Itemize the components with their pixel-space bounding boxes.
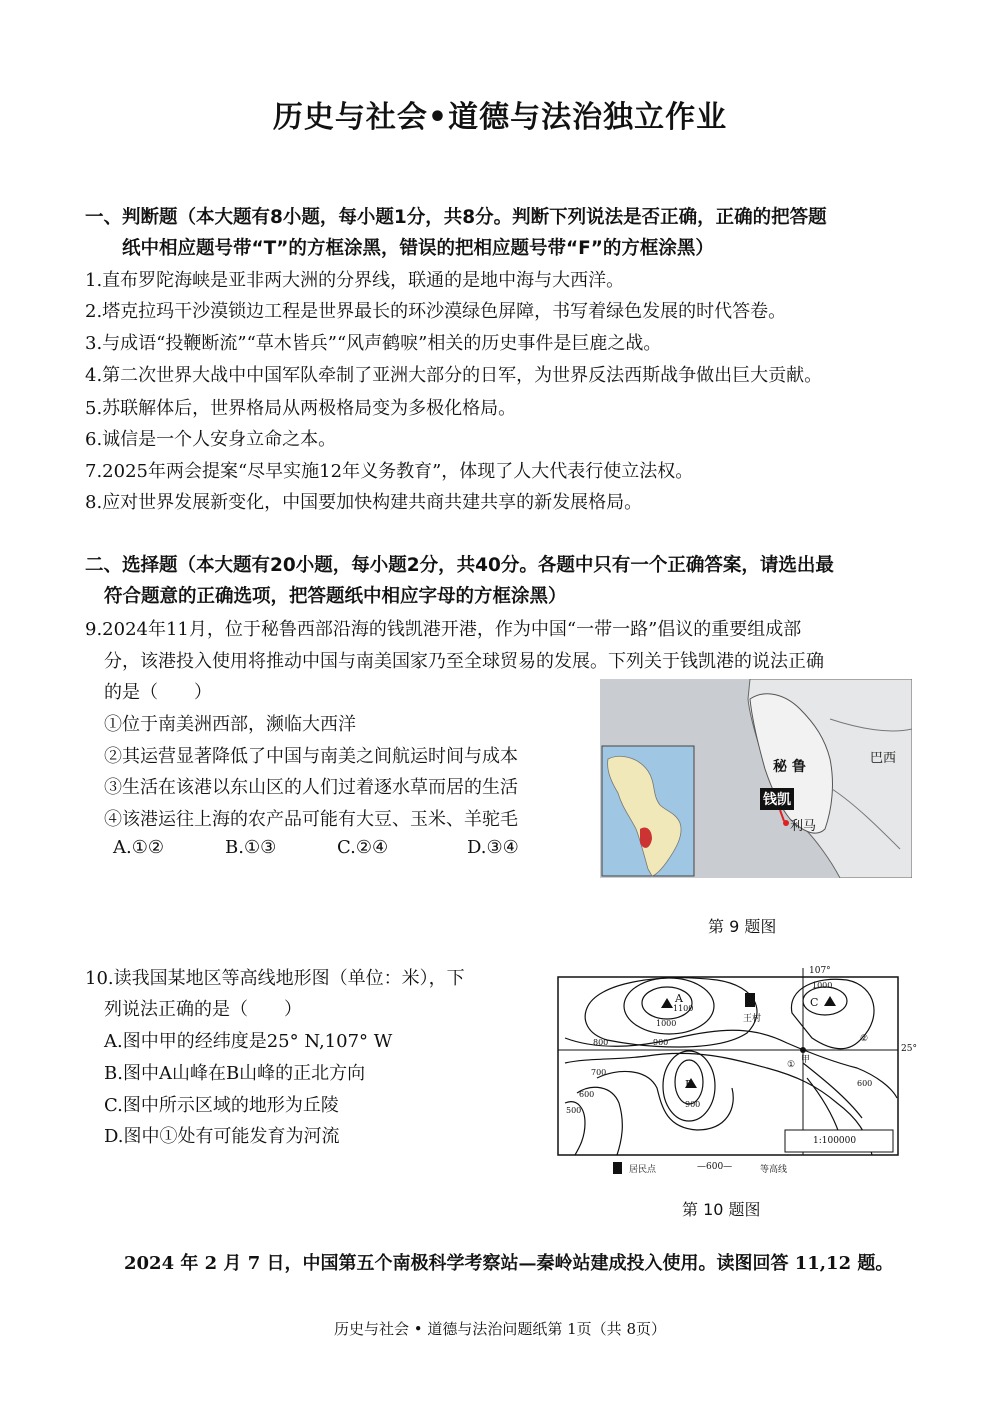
q9-statement-4: ④该港运往上海的农产品可能有大豆、玉米、羊驼毛 bbox=[104, 809, 518, 830]
q10-label-b: B bbox=[685, 1078, 694, 1091]
q9-stem-line2: 分，该港投入使用将推动中国与南美国家乃至全球贸易的发展。下列关于钱凯港的说法正确 bbox=[104, 651, 824, 672]
q10-label-h600a: 600 bbox=[579, 1090, 595, 1099]
q10-caption: 第 10 题图 bbox=[682, 1200, 761, 1219]
q10-option-a: A.图中甲的经纬度是25° N,107° W bbox=[104, 1031, 393, 1052]
q10-label-jia: 甲 bbox=[801, 1055, 811, 1065]
q10-label-wangcun: 王村 bbox=[743, 1014, 762, 1024]
q9-option-d: D.③④ bbox=[467, 837, 519, 858]
q9-statement-1: ①位于南美洲西部，濒临大西洋 bbox=[104, 714, 356, 735]
judge-item-3: 3.与成语“投鞭断流”“草木皆兵”“风声鹤唳”相关的历史事件是巨鹿之战。 bbox=[85, 333, 662, 354]
q10-label-c2: ② bbox=[860, 1034, 869, 1044]
q9-map-label-lima: 利马 bbox=[790, 819, 817, 834]
judge-item-1: 1.直布罗陀海峡是亚非两大洲的分界线，联通的是地中海与大西洋。 bbox=[85, 270, 625, 291]
q10-stem-line2: 列说法正确的是（ ） bbox=[104, 999, 302, 1020]
q9-option-a: A.①② bbox=[113, 837, 164, 858]
q9-map-label-qiankai: 钱凯 bbox=[760, 788, 794, 810]
q9-statement-3: ③生活在该港以东山区的人们过着逐水草而居的生活 bbox=[104, 777, 518, 798]
q9-map bbox=[600, 679, 912, 878]
q9-stem-line1: 9.2024年11月，位于秘鲁西部沿海的钱凯港开港，作为中国“一带一路”倡议的重要组成部 bbox=[85, 619, 802, 640]
q10-label-h900b: 900 bbox=[685, 1100, 701, 1109]
q10-legend-settlement: 居民点 bbox=[629, 1165, 657, 1175]
q9-option-b: B.①③ bbox=[225, 837, 277, 858]
judge-item-6: 6.诚信是一个人安身立命之本。 bbox=[85, 429, 337, 450]
q10-option-d: D.图中①处有可能发育为河流 bbox=[104, 1126, 340, 1147]
q10-option-b: B.图中A山峰在B山峰的正北方向 bbox=[104, 1063, 366, 1084]
q10-label-lat: 25° bbox=[901, 1044, 917, 1054]
q10-option-c: C.图中所示区域的地形为丘陵 bbox=[104, 1095, 339, 1116]
q10-scale: 1:100000 bbox=[813, 1136, 857, 1146]
section2-heading-line1: 二、选择题（本大题有20小题，每小题2分，共40分。各题中只有一个正确答案，请选出最 bbox=[85, 555, 834, 576]
q10-label-h700: 700 bbox=[591, 1068, 607, 1077]
q10-label-h800: 800 bbox=[593, 1038, 609, 1047]
q10-label-h500: 500 bbox=[566, 1106, 582, 1115]
q10-label-lon: 107° bbox=[809, 966, 831, 976]
section1-heading-line2: 纸中相应题号带“T”的方框涂黑，错误的把相应题号带“F”的方框涂黑） bbox=[122, 238, 714, 259]
q10-label-h900a: 900 bbox=[653, 1038, 669, 1047]
q10-label-h1000b: 1000 bbox=[812, 981, 833, 990]
judge-item-4: 4.第二次世界大战中中国军队牵制了亚洲大部分的日军，为世界反法西斯战争做出巨大贡献。 bbox=[85, 365, 823, 386]
q10-label-h600b: 600 bbox=[857, 1079, 873, 1088]
q10-legend-contour: —600— bbox=[697, 1162, 733, 1172]
q10-legend-contour-name: 等高线 bbox=[760, 1165, 788, 1175]
q9-caption: 第 9 题图 bbox=[708, 917, 777, 936]
q10-label-c1: ① bbox=[787, 1060, 796, 1070]
page-title: 历史与社会•道德与法治独立作业 bbox=[272, 100, 728, 135]
q10-contour-map bbox=[557, 968, 917, 1178]
judge-item-7: 7.2025年两会提案“尽早实施12年义务教育”，体现了人大代表行使立法权。 bbox=[85, 461, 694, 482]
q9-map-label-peru: 秘 鲁 bbox=[773, 759, 806, 775]
q10-label-h1100: 1100 bbox=[673, 1004, 694, 1013]
q11-intro: 2024 年 2 月 7 日，中国第五个南极科学考察站—秦岭站建成投入使用。读图回答 11,12 题。 bbox=[124, 1253, 894, 1274]
page-footer: 历史与社会 • 道德与法治问题纸第 1页（共 8页） bbox=[333, 1320, 666, 1338]
judge-item-5: 5.苏联解体后，世界格局从两极格局变为多极化格局。 bbox=[85, 398, 517, 419]
q9-option-c: C.②④ bbox=[337, 837, 389, 858]
judge-item-8: 8.应对世界发展新变化，中国要加快构建共商共建共享的新发展格局。 bbox=[85, 492, 643, 513]
judge-item-2: 2.塔克拉玛干沙漠锁边工程是世界最长的环沙漠绿色屏障，书写着绿色发展的时代答卷。 bbox=[85, 301, 787, 322]
q9-stem-line3: 的是（ ） bbox=[104, 682, 212, 703]
section1-heading-line1: 一、判断题（本大题有8小题，每小题1分，共8分。判断下列说法是否正确，正确的把答题 bbox=[85, 207, 827, 228]
section2-heading-line2: 符合题意的正确选项，把答题纸中相应字母的方框涂黑） bbox=[104, 586, 567, 607]
q10-label-a: A bbox=[675, 992, 683, 1005]
q9-statement-2: ②其运营显著降低了中国与南美之间航运时间与成本 bbox=[104, 746, 518, 767]
q10-label-h1000a: 1000 bbox=[656, 1019, 677, 1028]
q10-label-c: C bbox=[810, 996, 819, 1009]
q9-map-label-brazil: 巴西 bbox=[870, 751, 897, 766]
q10-stem-line1: 10.读我国某地区等高线地形图（单位：米），下 bbox=[85, 968, 465, 989]
